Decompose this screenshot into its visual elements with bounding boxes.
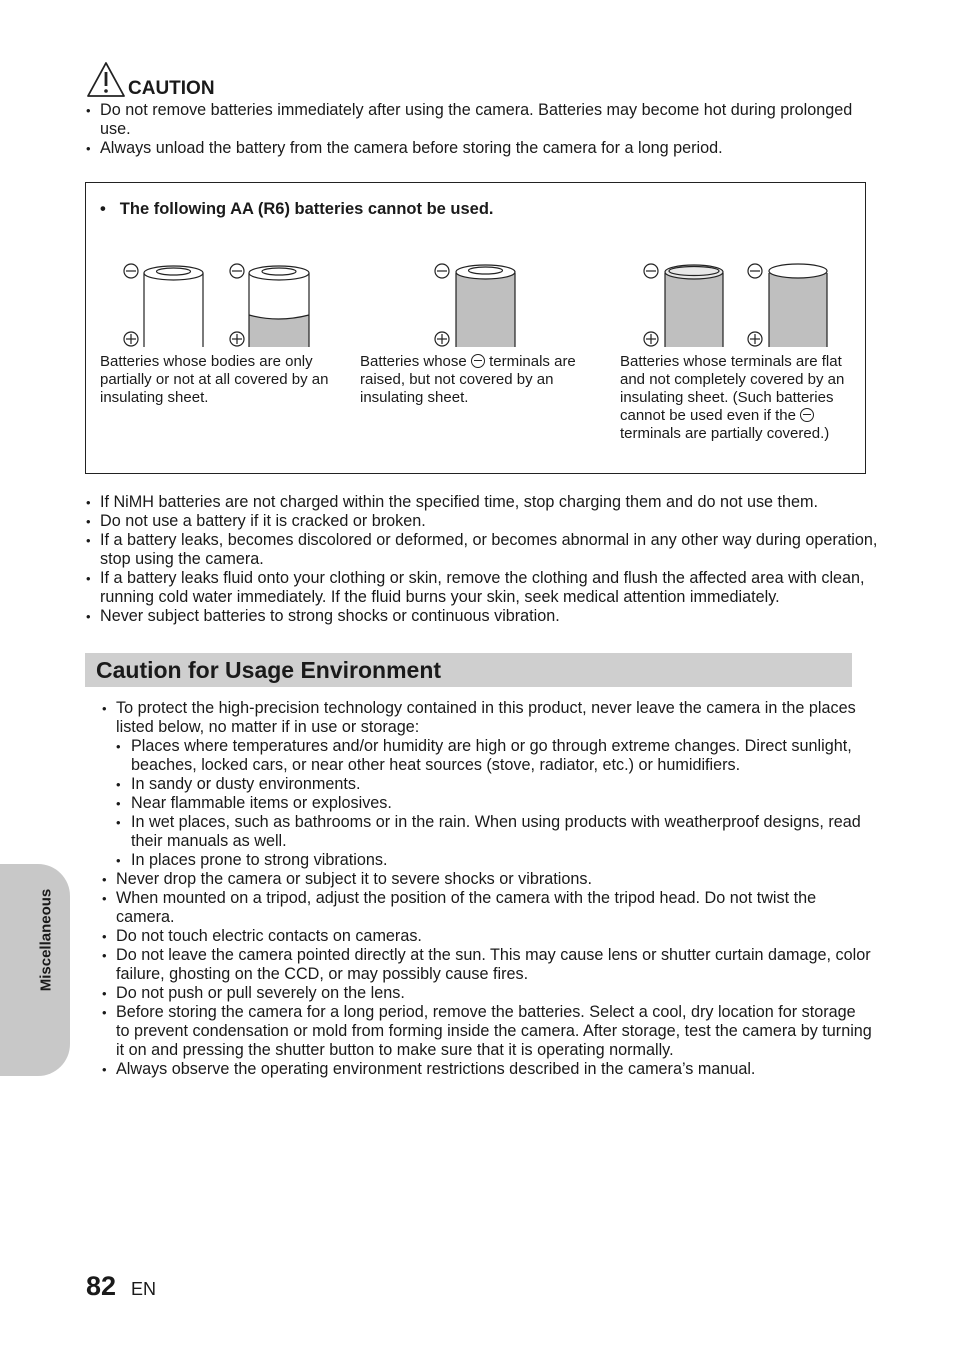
list-item: • When mounted on a tripod, adjust the position of the camera with the tripod head. Do not twist the camera.: [102, 889, 872, 927]
battery-illustrations: [85, 255, 866, 355]
page-language: EN: [131, 1279, 157, 1299]
chapter-tab-label: Miscellaneous: [37, 888, 55, 992]
list-item: • Near flammable items or explosives.: [116, 794, 872, 813]
battery-partially-covered-icon: [230, 264, 309, 347]
list-item: • Do not push or pull severely on the lens.: [102, 984, 872, 1003]
list-item: • Before storing the camera for a long period, remove the batteries. Select a cool, dry location for storage to prevent condensation or mold from forming inside the camera. After storage, test the camera by turning it on and pressing the shutter button to make sure that it is operating normally.: [102, 1003, 872, 1060]
section-heading-bar: [85, 653, 852, 687]
chapter-tab: [0, 864, 70, 1076]
list-item: • In places prone to strong vibrations.: [116, 851, 872, 870]
list-item: • Always observe the operating environment restrictions described in the camera’s manual.: [102, 1060, 872, 1079]
list-item: • If a battery leaks, becomes discolored or deformed, or becomes abnormal in any other way during operation, stop using the camera.: [86, 531, 886, 569]
caution-list: [86, 101, 866, 158]
list-item: • Never subject batteries to strong shocks or continuous vibration.: [86, 607, 886, 626]
list-item: • If a battery leaks fluid onto your clothing or skin, remove the clothing and flush the affected area with clean, running cold water immediately. If the fluid burns your skin, seek medical attention immediately.: [86, 569, 886, 607]
list-item: • Do not touch electric contacts on cameras.: [102, 927, 872, 946]
list-item: • Do not leave the camera pointed directly at the sun. This may cause lens or shutter curtain damage, color failure, ghosting on the CCD, or may possibly cause fires.: [102, 946, 872, 984]
minus-terminal-icon: [471, 354, 485, 368]
caution-label: CAUTION: [128, 78, 215, 99]
list-item: • Places where temperatures and/or humidity are high or go through extreme changes. Direct sunlight, beaches, locked cars, or near other heat sources (stove, radiator, etc.) or humidifiers.: [116, 737, 872, 775]
battery-raised-terminal-icon: [435, 264, 515, 347]
minus-terminal-icon: [800, 408, 814, 422]
list-item: • In sandy or dusty environments.: [116, 775, 872, 794]
caution-heading: [86, 60, 215, 100]
battery-flat-uncovered-icon: [748, 264, 827, 347]
caption-uncovered: Batteries whose bodies are only partially or not at all covered by an insulating sheet.: [100, 353, 329, 406]
list-item: • In wet places, such as bathrooms or in the rain. When using products with weatherproof designs, read their manuals as well.: [116, 813, 872, 851]
page-number: 82: [86, 1271, 117, 1301]
list-item: • Do not use a battery if it is cracked or broken.: [86, 512, 886, 531]
places-sublist: [116, 737, 872, 870]
box-title: • The following AA (R6) batteries cannot be used.: [100, 200, 494, 218]
battery-warnings-list: [86, 493, 886, 626]
caption-flat-terminals: Batteries whose terminals are flat and not completely covered by an insulating sheet. (Such batteries cannot be used even if the terminals are partially covered.): [620, 353, 845, 442]
list-item: • Always unload the battery from the camera before storing the camera for a long period.: [86, 139, 866, 158]
caption-raised-terminals: Batteries whose terminals are raised, but not covered by an insulating sheet.: [360, 353, 576, 406]
warning-triangle-icon: [86, 60, 126, 100]
section-title: Caution for Usage Environment: [96, 657, 442, 683]
battery-flat-terminal-icon: [644, 264, 723, 347]
list-item: • If NiMH batteries are not charged within the specified time, stop charging them and do not use them.: [86, 493, 886, 512]
list-item: • To protect the high-precision technology contained in this product, never leave the camera in the places listed below, no matter if in use or storage: • Places where temperatures and/or humidity are high or go through extreme changes. Direct sunlight, beaches, locked cars, or near other heat sources (stove, radiator, etc.) or humidifiers. • In sandy or dusty environments. • Near flammable items or explosives. • In wet places, such as bathrooms or in the rain. When using products with weatherproof designs, read their manuals as well. • In places prone to strong vibrations.: [102, 699, 872, 870]
list-item: • Never drop the camera or subject it to severe shocks or vibrations.: [102, 870, 872, 889]
usage-environment-list: [102, 699, 872, 1079]
list-item: • Do not remove batteries immediately after using the camera. Batteries may become hot during prolonged use.: [86, 101, 866, 139]
battery-uncovered-icon: [124, 264, 203, 347]
